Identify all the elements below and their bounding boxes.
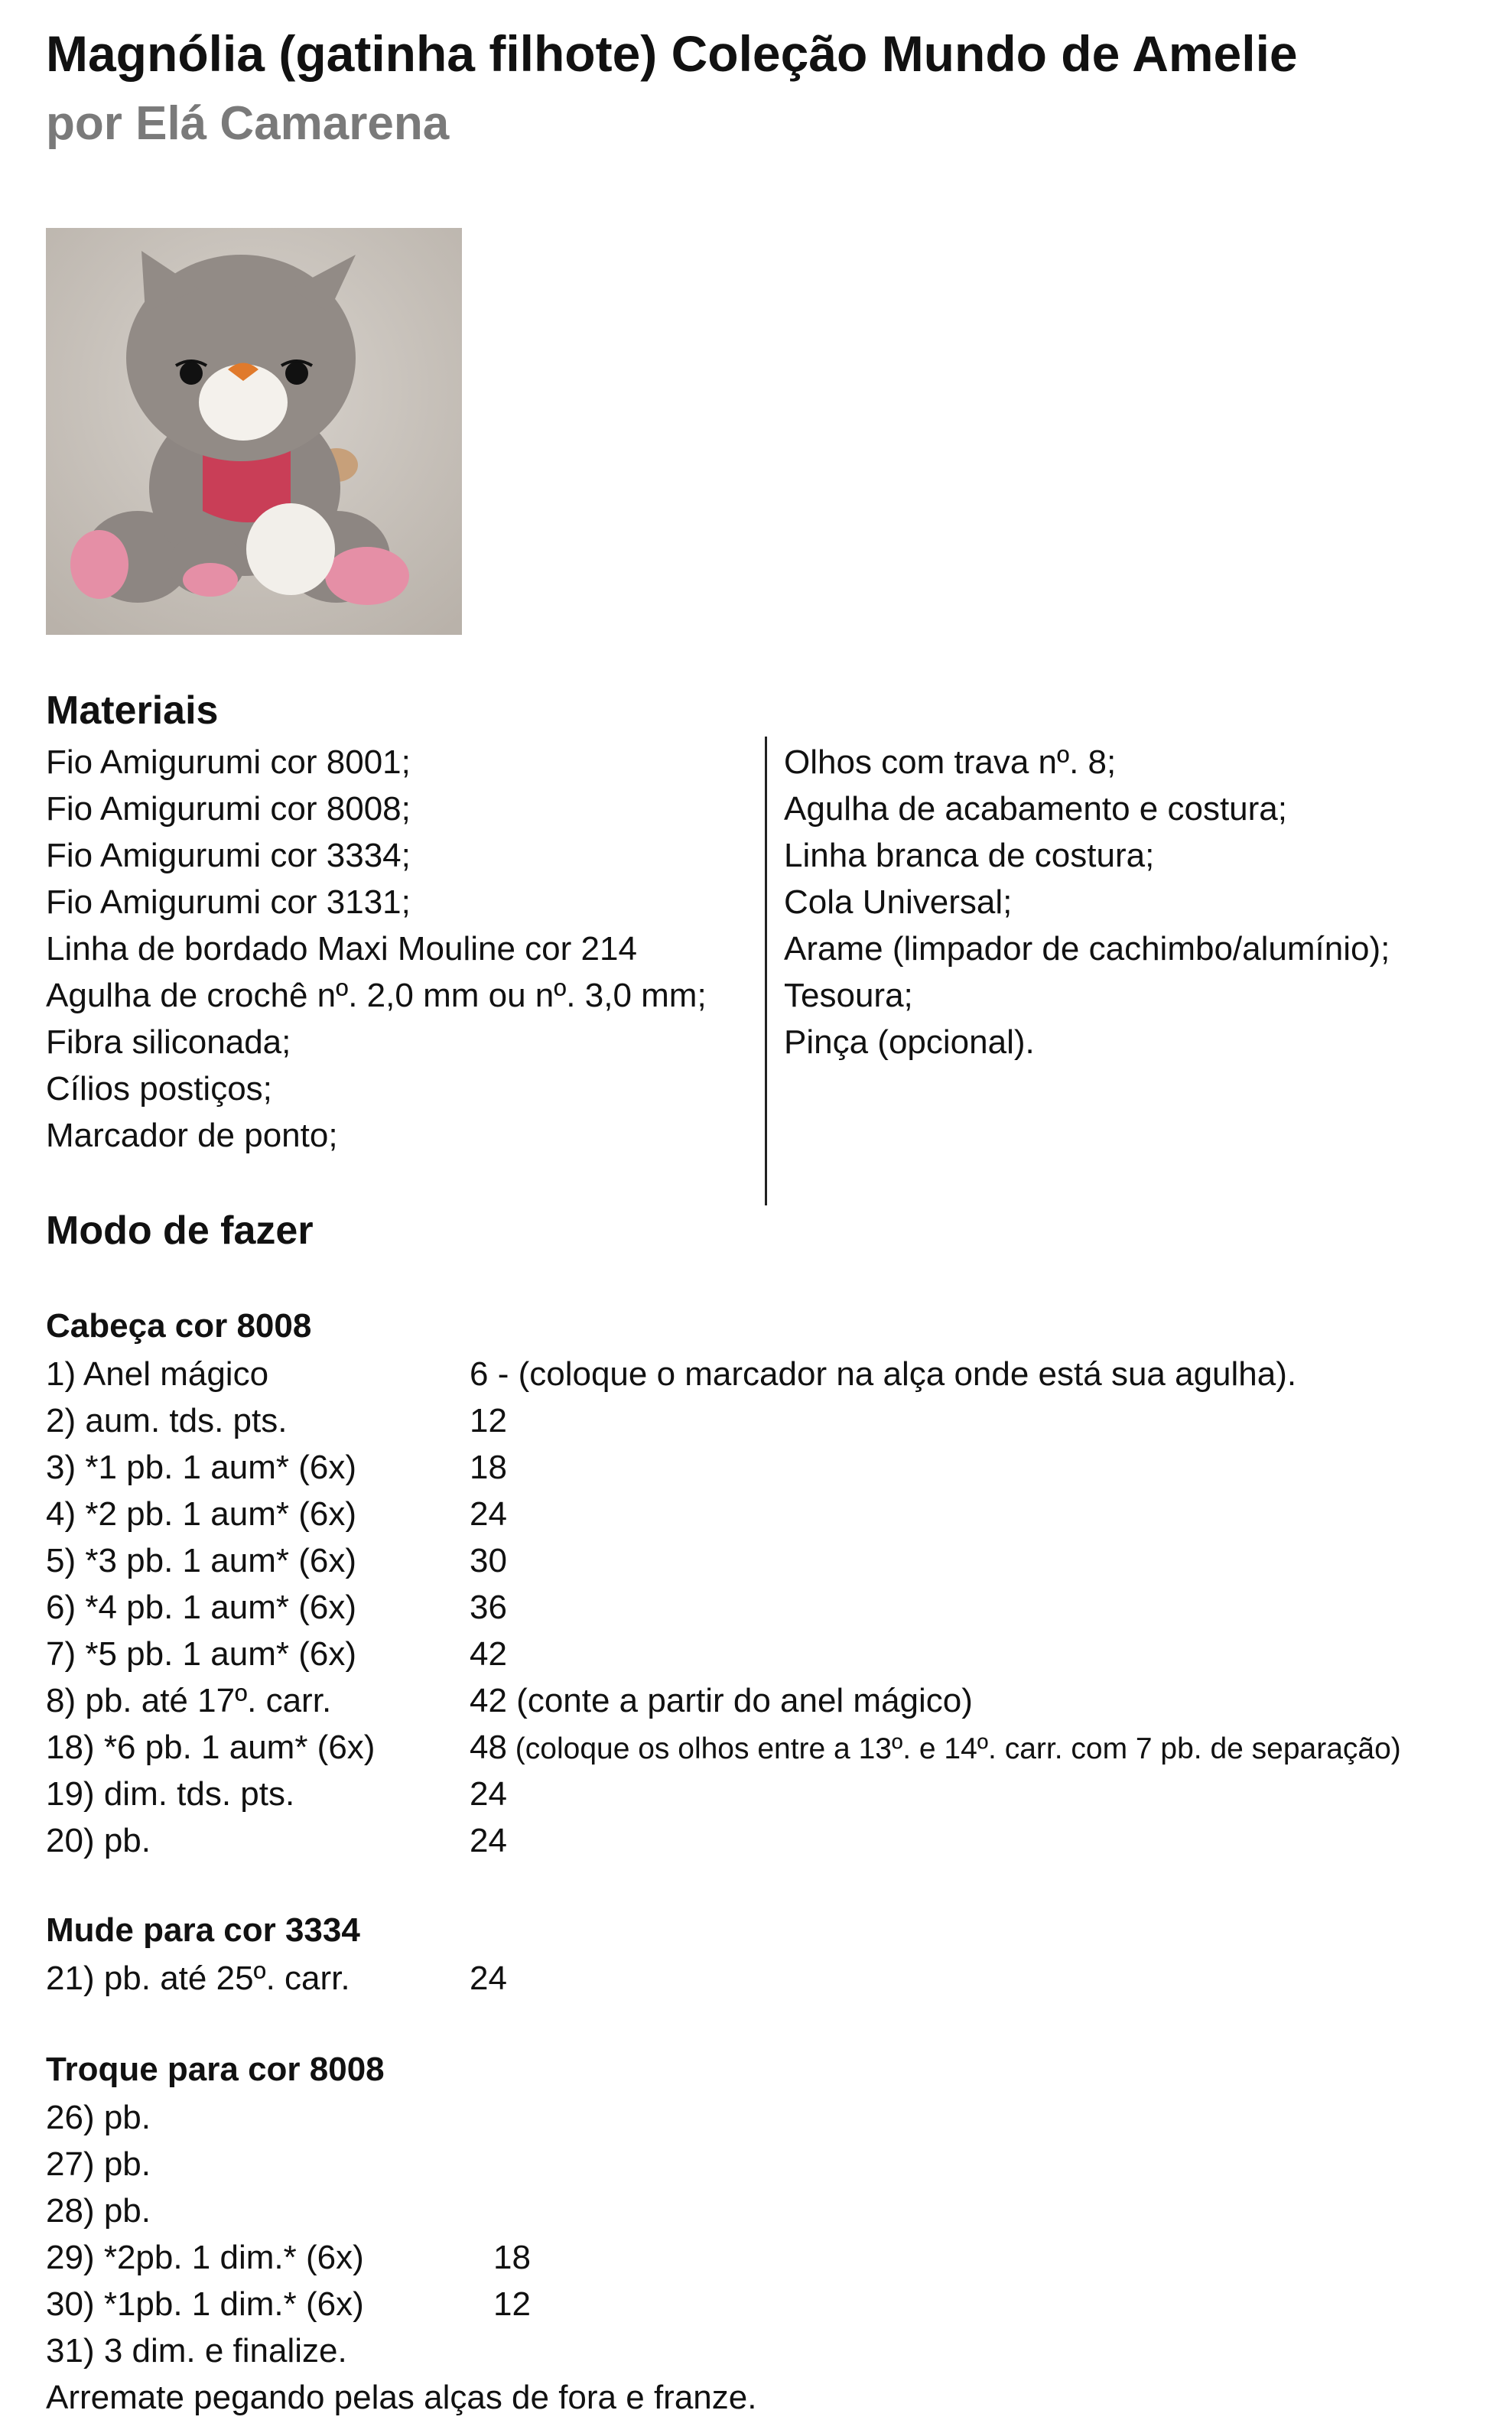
material-item: Arame (limpador de cachimbo/alumínio); — [784, 930, 1390, 968]
row-step: 28) pb. — [46, 2192, 151, 2230]
row-step: 30) *1pb. 1 dim.* (6x) — [46, 2285, 364, 2323]
row-note: (coloque os olhos entre a 13º. e 14º. carr. com 7 pb. de separação) — [506, 1732, 1401, 1765]
author-line: por Elá Camarena — [46, 97, 450, 150]
row-step: 7) *5 pb. 1 aum* (6x) — [46, 1635, 356, 1673]
closing-note: Arremate pegando pelas alças de fora e franze. — [46, 2379, 757, 2416]
row-count: 24 — [470, 1960, 507, 1997]
row-step: 19) dim. tds. pts. — [46, 1775, 295, 1813]
row-step: 3) *1 pb. 1 aum* (6x) — [46, 1449, 356, 1486]
row-count: 12 — [470, 1402, 507, 1439]
row-count: 42 (conte a partir do anel mágico) — [470, 1682, 973, 1719]
row-count: 30 — [470, 1542, 507, 1579]
material-item: Fio Amigurumi cor 3131; — [46, 883, 411, 921]
row-step: 6) *4 pb. 1 aum* (6x) — [46, 1589, 356, 1626]
column-divider — [765, 737, 767, 1205]
material-item: Olhos com trava nº. 8; — [784, 743, 1117, 781]
section-heading-switch-back: Troque para cor 8008 — [46, 2051, 385, 2088]
row-step: 20) pb. — [46, 1822, 151, 1859]
row-step: 2) aum. tds. pts. — [46, 1402, 288, 1439]
row-step: 26) pb. — [46, 2099, 151, 2136]
method-heading: Modo de fazer — [46, 1208, 314, 1253]
row-count-with-note — [470, 1724, 1401, 1772]
material-item: Tesoura; — [784, 977, 913, 1014]
row-count: 18 — [470, 1449, 507, 1486]
row-count: 42 — [470, 1635, 507, 1673]
crochet-cat-icon — [46, 228, 462, 635]
material-item: Fio Amigurumi cor 8008; — [46, 790, 411, 828]
material-item: Fio Amigurumi cor 3334; — [46, 837, 411, 874]
material-item: Fio Amigurumi cor 8001; — [46, 743, 411, 781]
material-item: Fibra siliconada; — [46, 1023, 291, 1061]
row-count: 36 — [470, 1589, 507, 1626]
material-item: Linha de bordado Maxi Mouline cor 214 — [46, 930, 637, 968]
row-step: 5) *3 pb. 1 aum* (6x) — [46, 1542, 356, 1579]
row-count: 6 - (coloque o marcador na alça onde está sua agulha). — [470, 1355, 1297, 1393]
section-heading-head: Cabeça cor 8008 — [46, 1307, 312, 1345]
page-title: Magnólia (gatinha filhote) Coleção Mundo de Amelie — [46, 25, 1298, 82]
material-item: Marcador de ponto; — [46, 1117, 338, 1154]
row-count: 18 — [493, 2239, 531, 2276]
row-count: 24 — [470, 1495, 507, 1533]
materials-heading: Materiais — [46, 688, 219, 733]
material-item: Cola Universal; — [784, 883, 1013, 921]
crochet-cat-photo — [46, 228, 462, 635]
row-count: 48 — [470, 1729, 507, 1766]
row-count: 24 — [470, 1775, 507, 1813]
material-item: Agulha de crochê nº. 2,0 mm ou nº. 3,0 mm; — [46, 977, 707, 1014]
row-step: 8) pb. até 17º. carr. — [46, 1682, 332, 1719]
material-item: Cílios postiços; — [46, 1070, 272, 1108]
section-heading-color-change: Mude para cor 3334 — [46, 1911, 360, 1949]
material-item: Pinça (opcional). — [784, 1023, 1035, 1061]
material-item: Agulha de acabamento e costura; — [784, 790, 1288, 828]
row-step: 21) pb. até 25º. carr. — [46, 1960, 350, 1997]
row-step: 18) *6 pb. 1 aum* (6x) — [46, 1729, 376, 1766]
row-step: 31) 3 dim. e finalize. — [46, 2332, 347, 2370]
row-step: 27) pb. — [46, 2145, 151, 2183]
row-step: 29) *2pb. 1 dim.* (6x) — [46, 2239, 364, 2276]
row-count: 24 — [470, 1822, 507, 1859]
material-item: Linha branca de costura; — [784, 837, 1155, 874]
row-step: 1) Anel mágico — [46, 1355, 269, 1393]
row-count: 12 — [493, 2285, 531, 2323]
row-step: 4) *2 pb. 1 aum* (6x) — [46, 1495, 356, 1533]
